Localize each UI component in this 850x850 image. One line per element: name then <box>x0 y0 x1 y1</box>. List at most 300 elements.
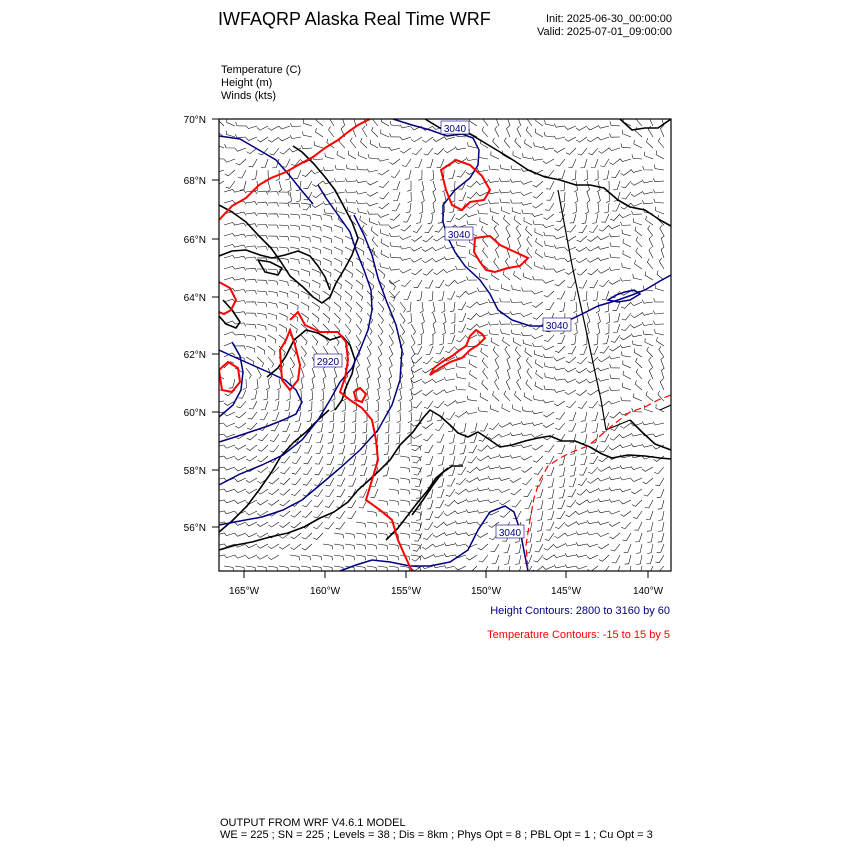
wind-barb <box>438 456 444 466</box>
wind-barb <box>350 138 356 149</box>
wind-barb <box>482 380 488 390</box>
wind-barb <box>518 236 521 247</box>
wind-barb <box>570 467 576 476</box>
wind-barb <box>345 313 351 323</box>
wind-barb <box>411 434 422 439</box>
wind-barb <box>654 165 664 170</box>
wind-barb <box>290 357 295 368</box>
wind-barb <box>565 368 576 372</box>
wind-barb <box>257 213 268 217</box>
wind-barb <box>594 335 598 345</box>
wind-barb <box>587 313 590 324</box>
wind-barb <box>506 379 510 390</box>
wind-barb <box>235 423 246 428</box>
wind-barb <box>345 269 353 278</box>
wind-barb <box>535 382 543 390</box>
wind-barb <box>340 423 345 433</box>
wind-barb <box>426 511 433 519</box>
wind-barb <box>257 224 268 228</box>
wind-barb <box>301 258 310 265</box>
wind-barb <box>320 390 324 401</box>
wind-barb <box>405 170 411 179</box>
wind-barb <box>409 401 413 412</box>
wind-barb <box>268 192 279 196</box>
wind-barb <box>356 522 366 527</box>
wind-barb <box>555 423 565 430</box>
wind-barb <box>315 456 323 464</box>
wind-barb <box>576 542 587 545</box>
wind-barb <box>258 434 268 441</box>
wind-barb <box>659 346 664 357</box>
wind-barb <box>620 445 631 448</box>
wind-barb <box>400 533 410 538</box>
wind-barb <box>235 456 246 460</box>
wind-barb <box>466 499 477 502</box>
wind-barb <box>268 335 276 344</box>
wind-barb <box>598 269 609 273</box>
wind-barb <box>422 544 433 549</box>
wind-barb <box>478 407 488 412</box>
wind-barb <box>411 544 421 549</box>
wind-barb <box>620 500 631 504</box>
wind-barb <box>543 346 554 350</box>
wind-barb <box>576 126 587 130</box>
wind-barb <box>574 324 578 335</box>
wind-barb <box>379 192 389 199</box>
wind-barb <box>479 555 488 562</box>
wind-barb <box>606 192 610 203</box>
wind-barb <box>381 239 389 247</box>
wind-barb <box>504 391 510 401</box>
wind-barb <box>535 544 543 552</box>
wind-barb <box>279 544 290 549</box>
wind-barb <box>635 533 642 542</box>
wind-barb <box>378 302 384 312</box>
wind-barb <box>269 489 280 495</box>
wind-barb <box>246 137 257 141</box>
wind-barb <box>609 522 620 526</box>
lat-tick-label: 68°N <box>183 176 206 187</box>
wind-barb <box>224 244 235 247</box>
border-southeast <box>660 405 671 410</box>
wind-barb <box>224 511 235 514</box>
model-info: OUTPUT FROM WRF V4.6.1 MODEL <box>220 817 406 829</box>
wind-barb <box>258 467 269 473</box>
wind-barb <box>500 511 510 517</box>
wind-barb <box>643 330 653 335</box>
wind-barb <box>389 280 395 290</box>
wind-barb <box>312 280 320 288</box>
wind-barb <box>533 313 543 319</box>
wind-barb <box>554 245 565 249</box>
wind-barb <box>371 489 378 497</box>
wind-barb <box>257 357 264 367</box>
wind-barb <box>598 236 609 240</box>
wind-barb <box>598 509 609 512</box>
wind-barb <box>610 254 620 258</box>
wind-barb <box>225 170 235 176</box>
wind-barb <box>613 302 620 310</box>
wind-barb <box>246 235 257 239</box>
wind-barb <box>279 192 289 196</box>
wind-barb <box>325 153 334 159</box>
wind-barb <box>378 324 383 335</box>
wind-barb <box>438 478 444 487</box>
wind-barb <box>224 159 235 162</box>
wind-barb <box>300 379 303 390</box>
wind-barb <box>414 280 422 288</box>
wind-barb <box>631 433 642 436</box>
wind-barb <box>246 456 257 461</box>
wind-barb <box>554 136 565 139</box>
wind-barb <box>631 181 642 185</box>
wind-barb <box>499 423 510 427</box>
wind-barb <box>577 236 587 242</box>
wind-barb <box>527 247 532 258</box>
lon-tick-label: 150°W <box>470 586 502 597</box>
wind-barb <box>633 511 642 518</box>
wind-barb <box>501 329 510 335</box>
wind-barb <box>334 368 337 379</box>
wind-barb <box>514 271 521 280</box>
wind-barb <box>433 313 436 324</box>
wind-barb <box>492 391 499 401</box>
wind-barb <box>301 214 311 219</box>
wind-barb <box>620 477 631 480</box>
wind-barb <box>636 369 642 379</box>
wind-barb <box>291 489 301 496</box>
wind-barb <box>334 247 342 255</box>
wind-barb <box>581 423 587 432</box>
wind-barb <box>268 203 279 207</box>
wind-barb <box>555 280 565 286</box>
wind-barb <box>384 445 389 455</box>
wind-barb <box>280 511 290 517</box>
wind-barb <box>335 165 345 170</box>
wind-barb <box>292 478 302 485</box>
wind-barb <box>598 378 609 381</box>
wind-barb <box>548 500 554 509</box>
wind-barb <box>314 141 323 148</box>
wind-barb <box>345 533 355 538</box>
wind-barb <box>631 443 642 446</box>
wind-barb <box>524 273 532 280</box>
wind-barb <box>411 423 422 426</box>
temperature-contour-susitna <box>430 330 485 375</box>
wind-barb <box>590 280 598 288</box>
wind-barb <box>635 260 642 269</box>
wind-barb <box>290 555 300 560</box>
wind-barb <box>645 272 653 281</box>
wind-barb <box>290 236 300 241</box>
wind-barb <box>573 203 577 214</box>
wind-barb <box>598 368 609 371</box>
wind-barb <box>347 511 356 519</box>
wind-barb <box>622 192 631 199</box>
wind-barb <box>268 126 279 130</box>
wind-barb <box>327 445 334 454</box>
wind-barb <box>566 357 576 363</box>
wind-barb <box>304 181 313 189</box>
lat-tick-label: 56°N <box>183 523 206 534</box>
wind-barb <box>571 335 576 345</box>
wind-barb <box>400 467 410 472</box>
wind-barb <box>506 225 510 236</box>
wind-barb <box>345 178 356 182</box>
wind-barb <box>327 456 334 464</box>
wind-barb <box>378 500 388 505</box>
wind-barb <box>378 346 382 357</box>
wind-barb <box>330 412 335 422</box>
wind-barb <box>249 401 257 409</box>
wind-barb <box>492 555 499 563</box>
wind-barb <box>390 242 400 247</box>
wind-barb <box>587 555 598 559</box>
wind-barb <box>585 203 589 214</box>
wind-barb <box>336 522 345 529</box>
temperature-contour-spot <box>354 388 366 402</box>
wind-barb <box>370 140 378 148</box>
temperature-contour-yukon-2 <box>474 236 528 272</box>
wind-barb <box>477 477 488 480</box>
wind-barb <box>467 276 478 280</box>
wind-barb <box>429 335 433 345</box>
wind-barb <box>483 368 488 379</box>
wind-barb <box>414 346 422 354</box>
wind-barb <box>642 300 653 304</box>
wind-barb <box>477 202 488 205</box>
wind-barb <box>557 291 565 299</box>
wind-barb <box>400 302 406 313</box>
wind-barb <box>261 401 268 410</box>
wind-barb <box>345 302 352 312</box>
wind-barb <box>422 423 433 429</box>
wind-barb <box>545 252 555 258</box>
wind-barb <box>329 423 334 433</box>
wind-barb <box>567 280 576 288</box>
wind-barb <box>339 445 345 454</box>
wind-barb <box>367 169 378 172</box>
wind-barb <box>433 137 444 142</box>
wind-barb <box>598 478 609 481</box>
wind-barb <box>363 126 368 137</box>
wind-barb <box>246 302 257 306</box>
wind-barb <box>467 313 477 320</box>
wind-barb <box>532 213 543 216</box>
svg-text:3040: 3040 <box>443 124 467 135</box>
wind-barb <box>554 256 565 259</box>
wind-barb <box>290 269 299 275</box>
wind-barb <box>246 445 257 451</box>
wind-barb <box>235 223 246 226</box>
wind-barb <box>252 170 257 180</box>
wind-barb <box>611 170 620 178</box>
wind-barb <box>543 566 554 570</box>
svg-text:3040: 3040 <box>545 321 569 332</box>
wind-barb <box>517 379 521 390</box>
wind-barb <box>507 126 511 137</box>
wind-barb <box>342 401 346 412</box>
wind-barb <box>620 335 631 340</box>
wind-barb <box>455 146 466 149</box>
wind-barb <box>478 544 488 550</box>
wind-barb <box>422 137 433 142</box>
wind-barb <box>660 225 664 236</box>
wind-barb <box>548 489 554 499</box>
wind-barb <box>642 322 653 325</box>
wind-barb <box>609 280 620 284</box>
wind-barb <box>246 335 256 340</box>
wind-barb <box>445 500 455 506</box>
wind-barb <box>356 269 363 278</box>
wind-barb <box>525 348 532 357</box>
wind-barb <box>337 151 345 159</box>
wind-barb <box>301 269 310 276</box>
model-settings: WE = 225 ; SN = 225 ; Levels = 38 ; Dis = 8km ; Phys Opt = 8 ; PBL Opt = 1 ; Cu Opt = 3 <box>220 829 653 841</box>
wind-barb <box>303 467 312 475</box>
wind-barb <box>420 324 423 335</box>
wind-barb <box>261 159 268 168</box>
wind-barb <box>388 379 391 390</box>
wind-barb <box>291 544 302 550</box>
wind-barb <box>613 566 620 575</box>
wind-barb <box>356 291 363 301</box>
wind-barb <box>433 247 444 251</box>
wind-barb <box>654 467 664 474</box>
wind-barb <box>346 165 356 170</box>
wind-barb <box>445 280 455 286</box>
wind-barb <box>349 467 356 476</box>
wind-barb <box>356 533 366 538</box>
wind-barb <box>610 121 620 126</box>
wind-barb <box>587 368 598 373</box>
wind-barb <box>459 313 466 321</box>
wind-barb <box>391 170 400 178</box>
wind-barb <box>303 478 312 485</box>
wind-barb <box>389 346 393 357</box>
wind-barb <box>576 379 587 383</box>
wind-barb <box>558 170 565 179</box>
wind-barb <box>268 324 276 332</box>
wind-barb <box>501 284 510 291</box>
wind-barb <box>480 423 488 431</box>
wind-barb <box>383 467 389 476</box>
wind-barb <box>622 263 631 269</box>
wind-barb <box>526 380 532 390</box>
wind-barb <box>435 511 445 518</box>
wind-barb <box>599 280 609 287</box>
wind-barb <box>224 467 235 470</box>
wind-barb <box>246 202 257 205</box>
wind-barb <box>411 390 422 395</box>
wind-barb <box>356 200 367 204</box>
wind-barb <box>499 321 510 325</box>
wind-barb <box>285 401 290 411</box>
wind-barb <box>523 153 533 159</box>
wind-barb <box>257 313 267 319</box>
wind-barb <box>477 510 488 513</box>
wind-barb <box>636 555 642 565</box>
wind-barb <box>235 245 246 248</box>
wind-barb <box>323 167 334 171</box>
wind-barb <box>515 555 521 564</box>
wind-barb <box>435 225 444 232</box>
wind-barb <box>367 544 377 549</box>
wind-barb <box>334 179 345 183</box>
wind-barb <box>587 489 598 493</box>
wind-barb <box>367 511 377 516</box>
wind-barb <box>647 522 653 531</box>
wind-barb <box>279 203 289 207</box>
wind-barb <box>561 192 565 202</box>
wind-barb <box>224 423 235 427</box>
wind-barb <box>653 434 664 437</box>
wind-barb <box>418 170 422 180</box>
wind-barb <box>302 544 312 550</box>
wind-barb <box>547 467 554 476</box>
wind-barb <box>316 445 323 453</box>
wind-barb <box>613 181 620 190</box>
wind-barb <box>246 346 255 353</box>
wind-barb <box>389 159 400 164</box>
svg-text:3040: 3040 <box>447 230 471 241</box>
wind-barb <box>660 379 664 390</box>
wind-barb <box>325 489 334 497</box>
wind-barb <box>609 387 620 391</box>
wind-barb <box>587 126 598 130</box>
wind-barb <box>425 445 434 453</box>
wind-barb <box>527 236 532 247</box>
wind-barb <box>623 250 631 258</box>
wind-barb <box>456 363 466 368</box>
wind-barb <box>224 555 235 558</box>
wind-barb <box>609 476 620 479</box>
wind-barb <box>460 423 466 433</box>
wind-barb <box>511 165 521 170</box>
wind-barb <box>609 499 620 502</box>
wind-barb <box>257 247 268 251</box>
wind-barb <box>457 373 467 379</box>
wind-barb <box>511 330 521 335</box>
wind-barb <box>546 522 554 530</box>
wind-barb <box>646 511 653 520</box>
wind-barb <box>411 379 422 383</box>
wind-barb <box>334 313 340 323</box>
wind-barb <box>345 189 356 193</box>
wind-barb <box>576 511 587 515</box>
wind-barb <box>458 324 466 332</box>
wind-barb <box>499 454 510 457</box>
wind-barb <box>389 233 400 237</box>
wind-barb <box>309 390 313 401</box>
height-contour-label <box>496 525 524 539</box>
contour-labels <box>314 121 571 539</box>
wind-barb <box>360 216 367 225</box>
wind-barb <box>653 422 664 425</box>
wind-barb <box>569 478 576 487</box>
wind-barb <box>372 127 378 137</box>
wind-barb <box>559 467 565 477</box>
wind-barb <box>583 291 588 301</box>
valid-time: Valid: 2025-07-01_09:00:00 <box>537 26 672 38</box>
wind-barb <box>481 348 488 357</box>
wind-barb <box>246 555 257 559</box>
wind-barb <box>594 170 598 181</box>
wind-barb <box>312 313 319 322</box>
wind-barb <box>236 401 246 408</box>
wind-barb <box>356 555 366 560</box>
wind-barb <box>268 555 279 560</box>
